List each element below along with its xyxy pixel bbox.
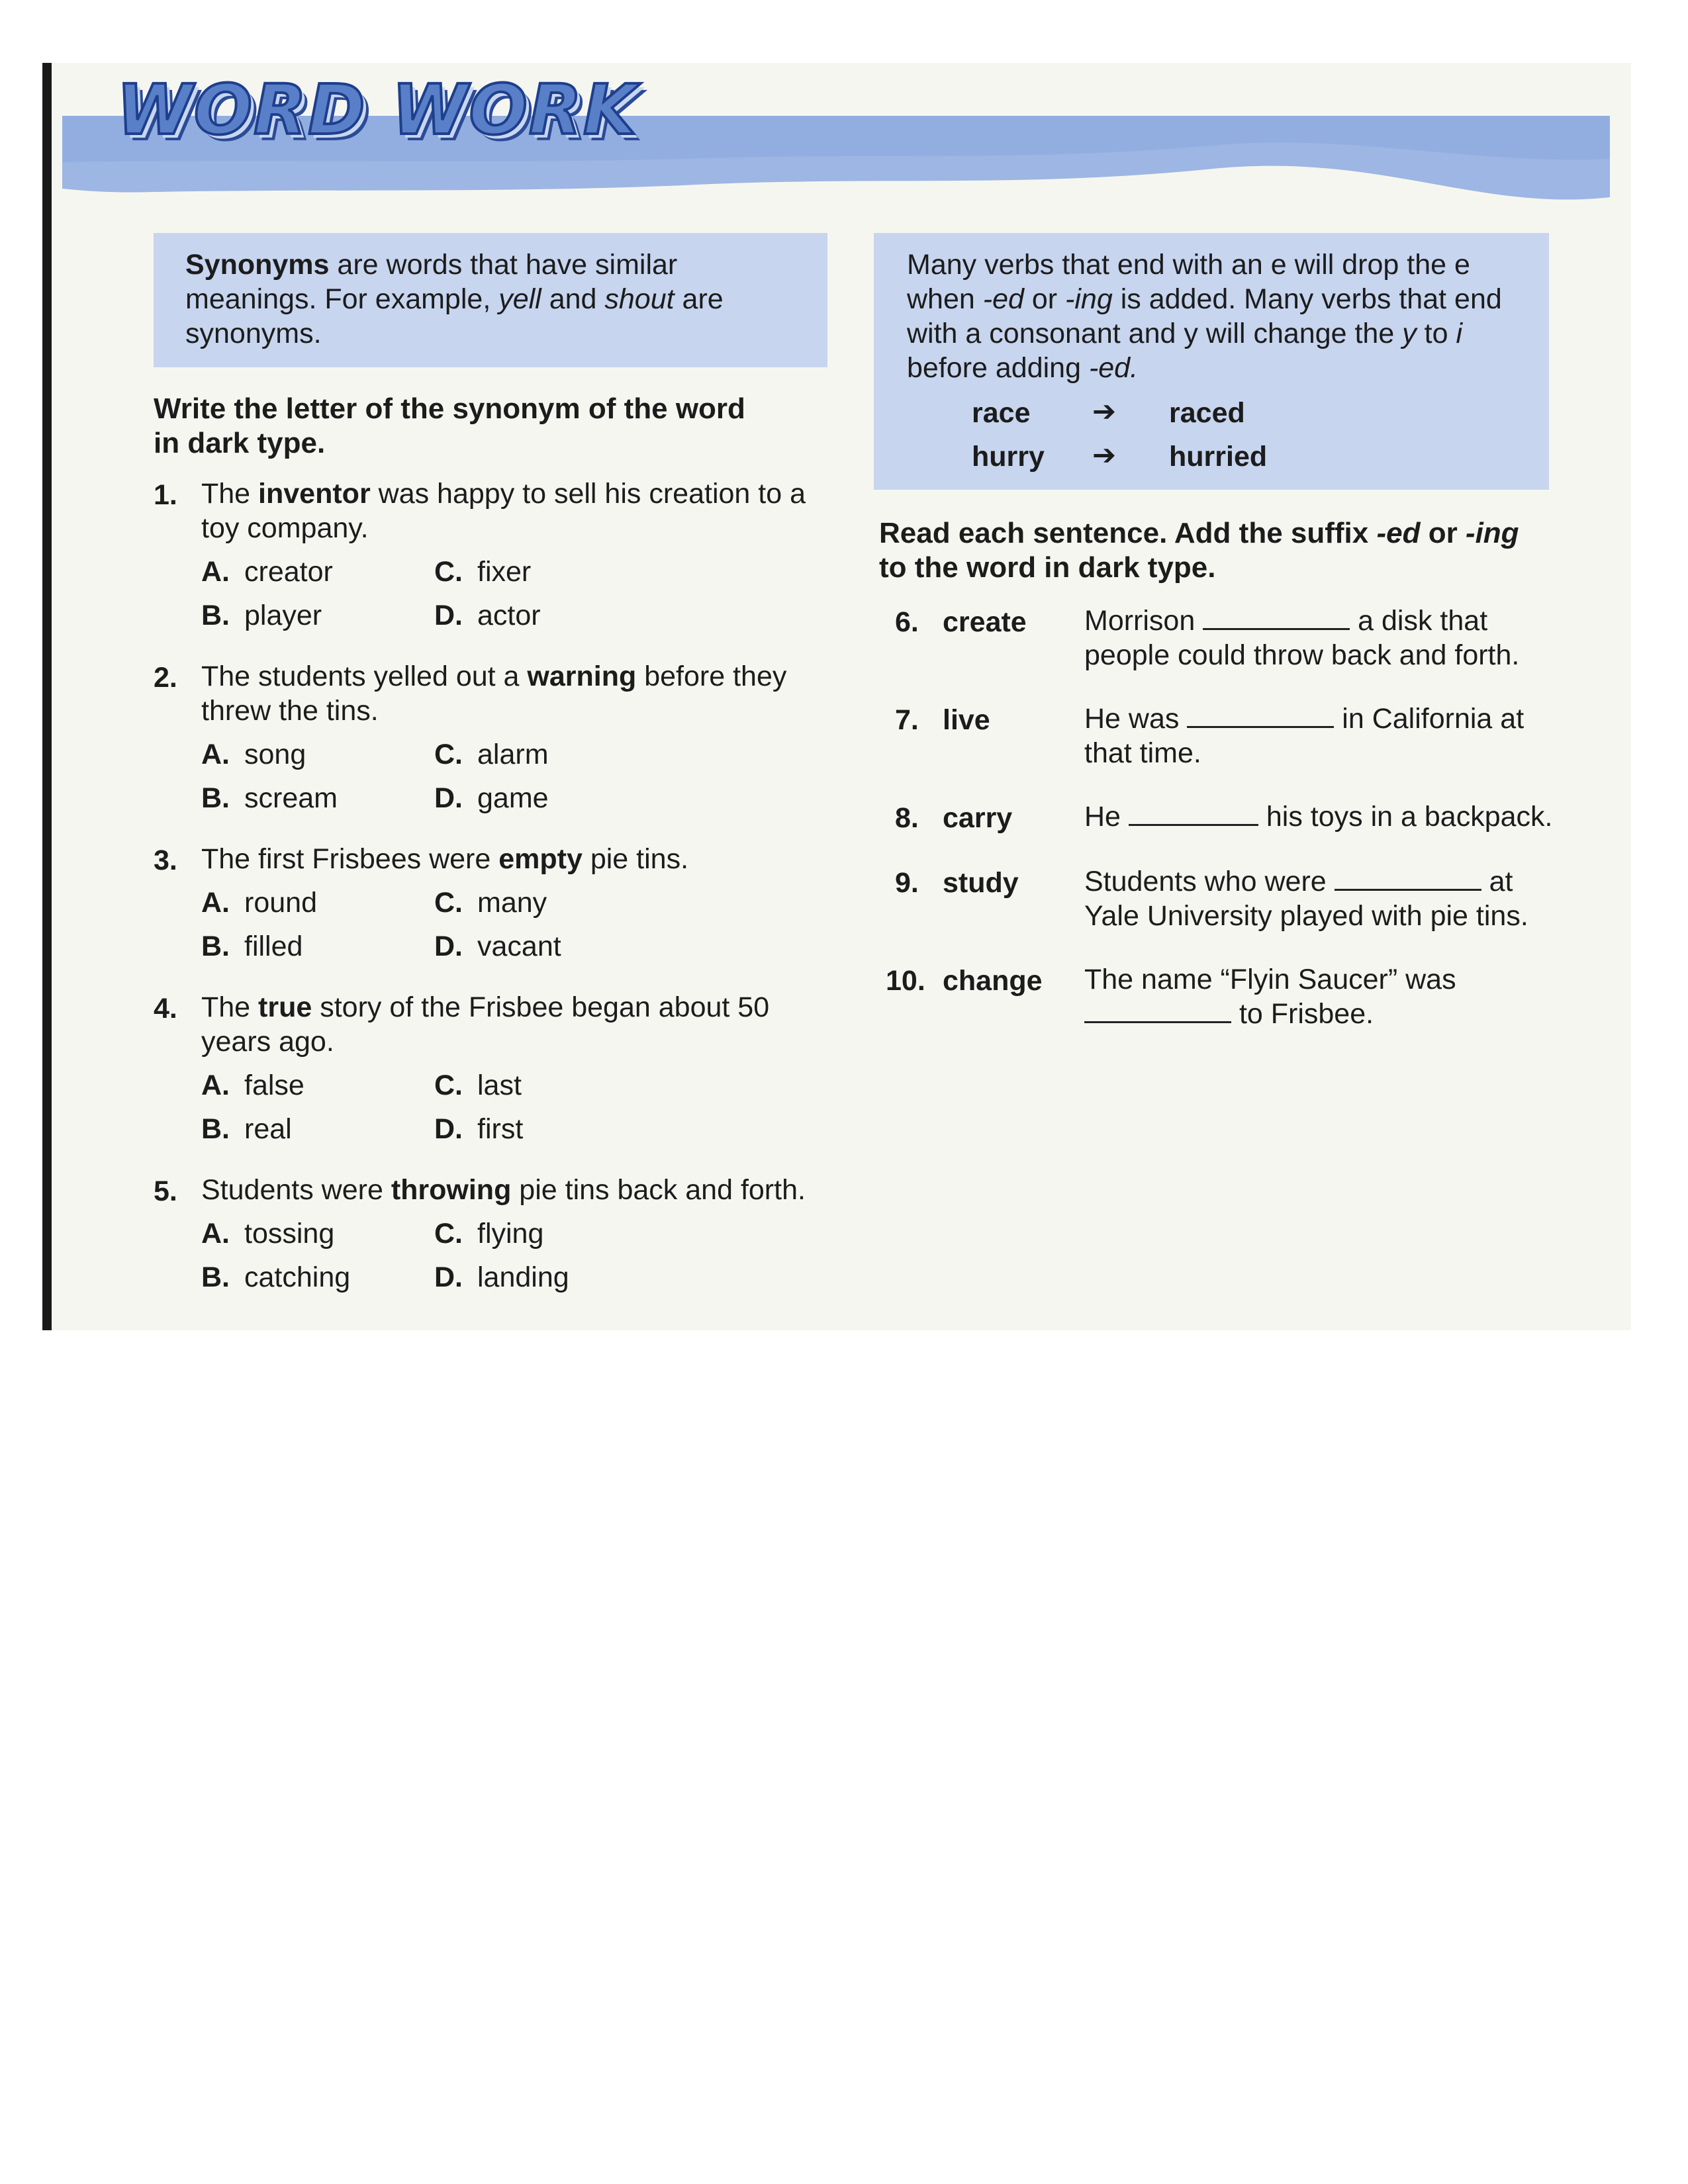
- option-text: false: [244, 1069, 305, 1101]
- instruction-text: or: [1420, 517, 1466, 549]
- definition-text: and: [541, 283, 605, 315]
- question-number: 4.: [154, 993, 177, 1024]
- item-sentence-line-2: [1084, 997, 1374, 1031]
- question-text-line-2: years ago.: [201, 1026, 334, 1058]
- answer-option[interactable]: [434, 1113, 523, 1146]
- item-word: change: [943, 965, 1043, 997]
- option-text: filled: [244, 931, 303, 962]
- sentence-text: Students who were: [1084, 866, 1335, 897]
- option-letter: C.: [434, 1069, 463, 1101]
- answer-option[interactable]: [201, 1069, 305, 1102]
- suffix-rule-line-1: Many verbs that end with an e will drop the e: [907, 249, 1470, 281]
- item-number: 9.: [895, 867, 919, 899]
- answer-option[interactable]: [434, 782, 549, 815]
- option-letter: A.: [201, 1069, 230, 1101]
- question-text-part: The: [201, 478, 259, 510]
- binding-edge: [42, 63, 52, 1330]
- answer-blank[interactable]: [1187, 702, 1334, 728]
- rule-text: to: [1416, 318, 1456, 349]
- example-word: yell: [498, 283, 541, 315]
- suffix-ing: -ing: [1065, 283, 1113, 315]
- question-text-part: was happy to sell his creation to a: [370, 478, 806, 510]
- definition-text: meanings. For example,: [185, 283, 499, 315]
- definition-text: are words that have similar: [329, 249, 678, 281]
- item-number: 10.: [886, 965, 925, 997]
- synonyms-term: Synonyms: [185, 249, 330, 281]
- rule-text: when: [907, 283, 983, 315]
- sentence-text: at: [1481, 866, 1513, 897]
- answer-blank[interactable]: [1129, 800, 1258, 826]
- question-text: [201, 990, 769, 1024]
- question-text: [201, 659, 786, 694]
- question-text-part: before they: [636, 660, 787, 692]
- question-text-part: The first Frisbees were: [201, 843, 499, 875]
- suffix-instructions-line-2: to the word in dark type.: [879, 551, 1216, 584]
- option-letter: C.: [434, 1218, 463, 1250]
- option-text: creator: [244, 556, 333, 588]
- answer-option[interactable]: [201, 1261, 350, 1294]
- question-text-part: Students were: [201, 1174, 391, 1206]
- definition-text: are: [674, 283, 724, 315]
- synonyms-definition-line-3: synonyms.: [185, 318, 322, 349]
- answer-option[interactable]: [201, 931, 303, 963]
- answer-option[interactable]: [434, 600, 541, 632]
- example-base-word: hurry: [972, 441, 1045, 473]
- target-word: true: [258, 991, 312, 1023]
- option-text: last: [477, 1069, 522, 1101]
- option-letter: D.: [434, 782, 463, 814]
- answer-option[interactable]: [201, 600, 322, 632]
- item-number: 8.: [895, 802, 919, 834]
- question-number: 1.: [154, 479, 177, 511]
- answer-blank[interactable]: [1084, 997, 1231, 1023]
- item-number: 6.: [895, 606, 919, 638]
- answer-blank[interactable]: [1335, 865, 1481, 891]
- suffix-rule-line-4: [907, 351, 1138, 385]
- option-letter: A.: [201, 887, 230, 919]
- sentence-text: Morrison: [1084, 605, 1203, 637]
- synonyms-definition-line-2: [185, 282, 724, 316]
- sentence-text: He: [1084, 801, 1129, 833]
- answer-option[interactable]: [434, 1069, 522, 1102]
- item-word: carry: [943, 802, 1013, 834]
- option-text: fixer: [477, 556, 532, 588]
- arrow-icon: ➔: [1092, 395, 1117, 428]
- option-text: alarm: [477, 739, 549, 770]
- option-letter: D.: [434, 1261, 463, 1293]
- example-word: shout: [604, 283, 675, 315]
- example-result-word: hurried: [1169, 441, 1268, 473]
- question-text-part: story of the Frisbee began about 50: [312, 991, 770, 1023]
- answer-option[interactable]: [201, 1113, 292, 1146]
- suffix-instructions-line-1: [879, 516, 1519, 551]
- item-sentence: [1084, 604, 1487, 638]
- item-sentence: [1084, 864, 1513, 899]
- option-text: catching: [244, 1261, 351, 1293]
- target-word: warning: [527, 660, 637, 692]
- letter-i: i: [1456, 318, 1463, 349]
- suffix-ed: -ed: [1376, 517, 1421, 549]
- question-number: 2.: [154, 662, 177, 694]
- option-letter: D.: [434, 600, 463, 631]
- answer-option[interactable]: [434, 887, 547, 919]
- target-word: inventor: [258, 478, 371, 510]
- sentence-text: in California at: [1334, 703, 1524, 735]
- option-text: scream: [244, 782, 338, 814]
- question-text: [201, 1173, 806, 1207]
- option-letter: C.: [434, 887, 463, 919]
- option-text: first: [477, 1113, 524, 1145]
- option-letter: C.: [434, 739, 463, 770]
- answer-blank[interactable]: [1203, 604, 1350, 630]
- question-text: [201, 477, 806, 511]
- option-letter: B.: [201, 931, 230, 962]
- question-text-part: The students yelled out a: [201, 660, 528, 692]
- option-letter: B.: [201, 1261, 230, 1293]
- target-word: empty: [498, 843, 583, 875]
- question-number: 3.: [154, 844, 177, 876]
- suffix-rule-line-2: [907, 282, 1502, 316]
- item-sentence: The name “Flyin Saucer” was: [1084, 964, 1456, 995]
- rule-text: before adding: [907, 352, 1089, 384]
- option-letter: A.: [201, 556, 230, 588]
- rule-text: or: [1023, 283, 1066, 315]
- option-letter: A.: [201, 739, 230, 770]
- answer-option[interactable]: [201, 782, 338, 815]
- option-text: landing: [477, 1261, 569, 1293]
- item-sentence: [1084, 799, 1552, 834]
- target-word: throwing: [391, 1174, 512, 1206]
- answer-option[interactable]: [434, 1218, 543, 1250]
- option-letter: B.: [201, 1113, 230, 1145]
- rule-text: is added. Many verbs that end: [1112, 283, 1502, 315]
- answer-option[interactable]: [201, 556, 333, 588]
- sentence-text: to Frisbee.: [1231, 998, 1374, 1030]
- option-text: tossing: [244, 1218, 335, 1250]
- option-text: vacant: [477, 931, 561, 962]
- option-text: flying: [477, 1218, 544, 1250]
- question-text-part: pie tins back and forth.: [511, 1174, 806, 1206]
- option-text: song: [244, 739, 306, 770]
- answer-option[interactable]: [434, 1261, 569, 1294]
- option-letter: D.: [434, 1113, 463, 1145]
- option-letter: D.: [434, 931, 463, 962]
- question-text-part: pie tins.: [582, 843, 689, 875]
- answer-option[interactable]: [201, 1218, 334, 1250]
- rule-text: with a consonant and y will change the: [907, 318, 1403, 349]
- item-number: 7.: [895, 704, 919, 736]
- question-text-line-2: threw the tins.: [201, 695, 379, 727]
- question-text: [201, 842, 688, 876]
- item-sentence: [1084, 702, 1524, 736]
- synonyms-instructions-line-2: in dark type.: [154, 427, 326, 459]
- option-text: real: [244, 1113, 292, 1145]
- item-word: live: [943, 704, 990, 736]
- option-letter: B.: [201, 600, 230, 631]
- letter-y: y: [1402, 318, 1417, 349]
- option-text: game: [477, 782, 549, 814]
- instruction-text: Read each sentence. Add the suffix: [879, 517, 1377, 549]
- answer-option[interactable]: [434, 931, 561, 963]
- question-text-line-2: toy company.: [201, 512, 369, 544]
- item-sentence-line-2: that time.: [1084, 737, 1201, 769]
- item-word: study: [943, 867, 1019, 899]
- suffix-ing: -ing: [1465, 517, 1519, 549]
- item-sentence-line-2: people could throw back and forth.: [1084, 639, 1520, 671]
- page-title: WORD WORK: [117, 69, 638, 150]
- answer-option[interactable]: [434, 739, 549, 771]
- answer-option[interactable]: [201, 739, 306, 771]
- sentence-text: a disk that: [1350, 605, 1488, 637]
- answer-option[interactable]: [434, 556, 531, 588]
- example-base-word: race: [972, 397, 1031, 429]
- sentence-text: his toys in a backpack.: [1258, 801, 1553, 833]
- option-letter: A.: [201, 1218, 230, 1250]
- synonyms-definition-line-1: [185, 248, 677, 282]
- question-number: 5.: [154, 1175, 177, 1207]
- sentence-text: He was: [1084, 703, 1188, 735]
- option-text: many: [477, 887, 547, 919]
- suffix-rule-line-3: [907, 316, 1462, 351]
- arrow-icon: ➔: [1092, 439, 1117, 472]
- option-letter: B.: [201, 782, 230, 814]
- question-text-part: The: [201, 991, 259, 1023]
- suffix-ed: -ed.: [1088, 352, 1139, 384]
- example-result-word: raced: [1169, 397, 1245, 429]
- answer-option[interactable]: [201, 887, 317, 919]
- option-text: actor: [477, 600, 541, 631]
- synonyms-instructions-line-1: Write the letter of the synonym of the word: [154, 392, 745, 425]
- option-text: player: [244, 600, 322, 631]
- item-word: create: [943, 606, 1027, 638]
- suffix-ed: -ed: [982, 283, 1024, 315]
- item-sentence-line-2: Yale University played with pie tins.: [1084, 900, 1528, 932]
- option-letter: C.: [434, 556, 463, 588]
- option-text: round: [244, 887, 317, 919]
